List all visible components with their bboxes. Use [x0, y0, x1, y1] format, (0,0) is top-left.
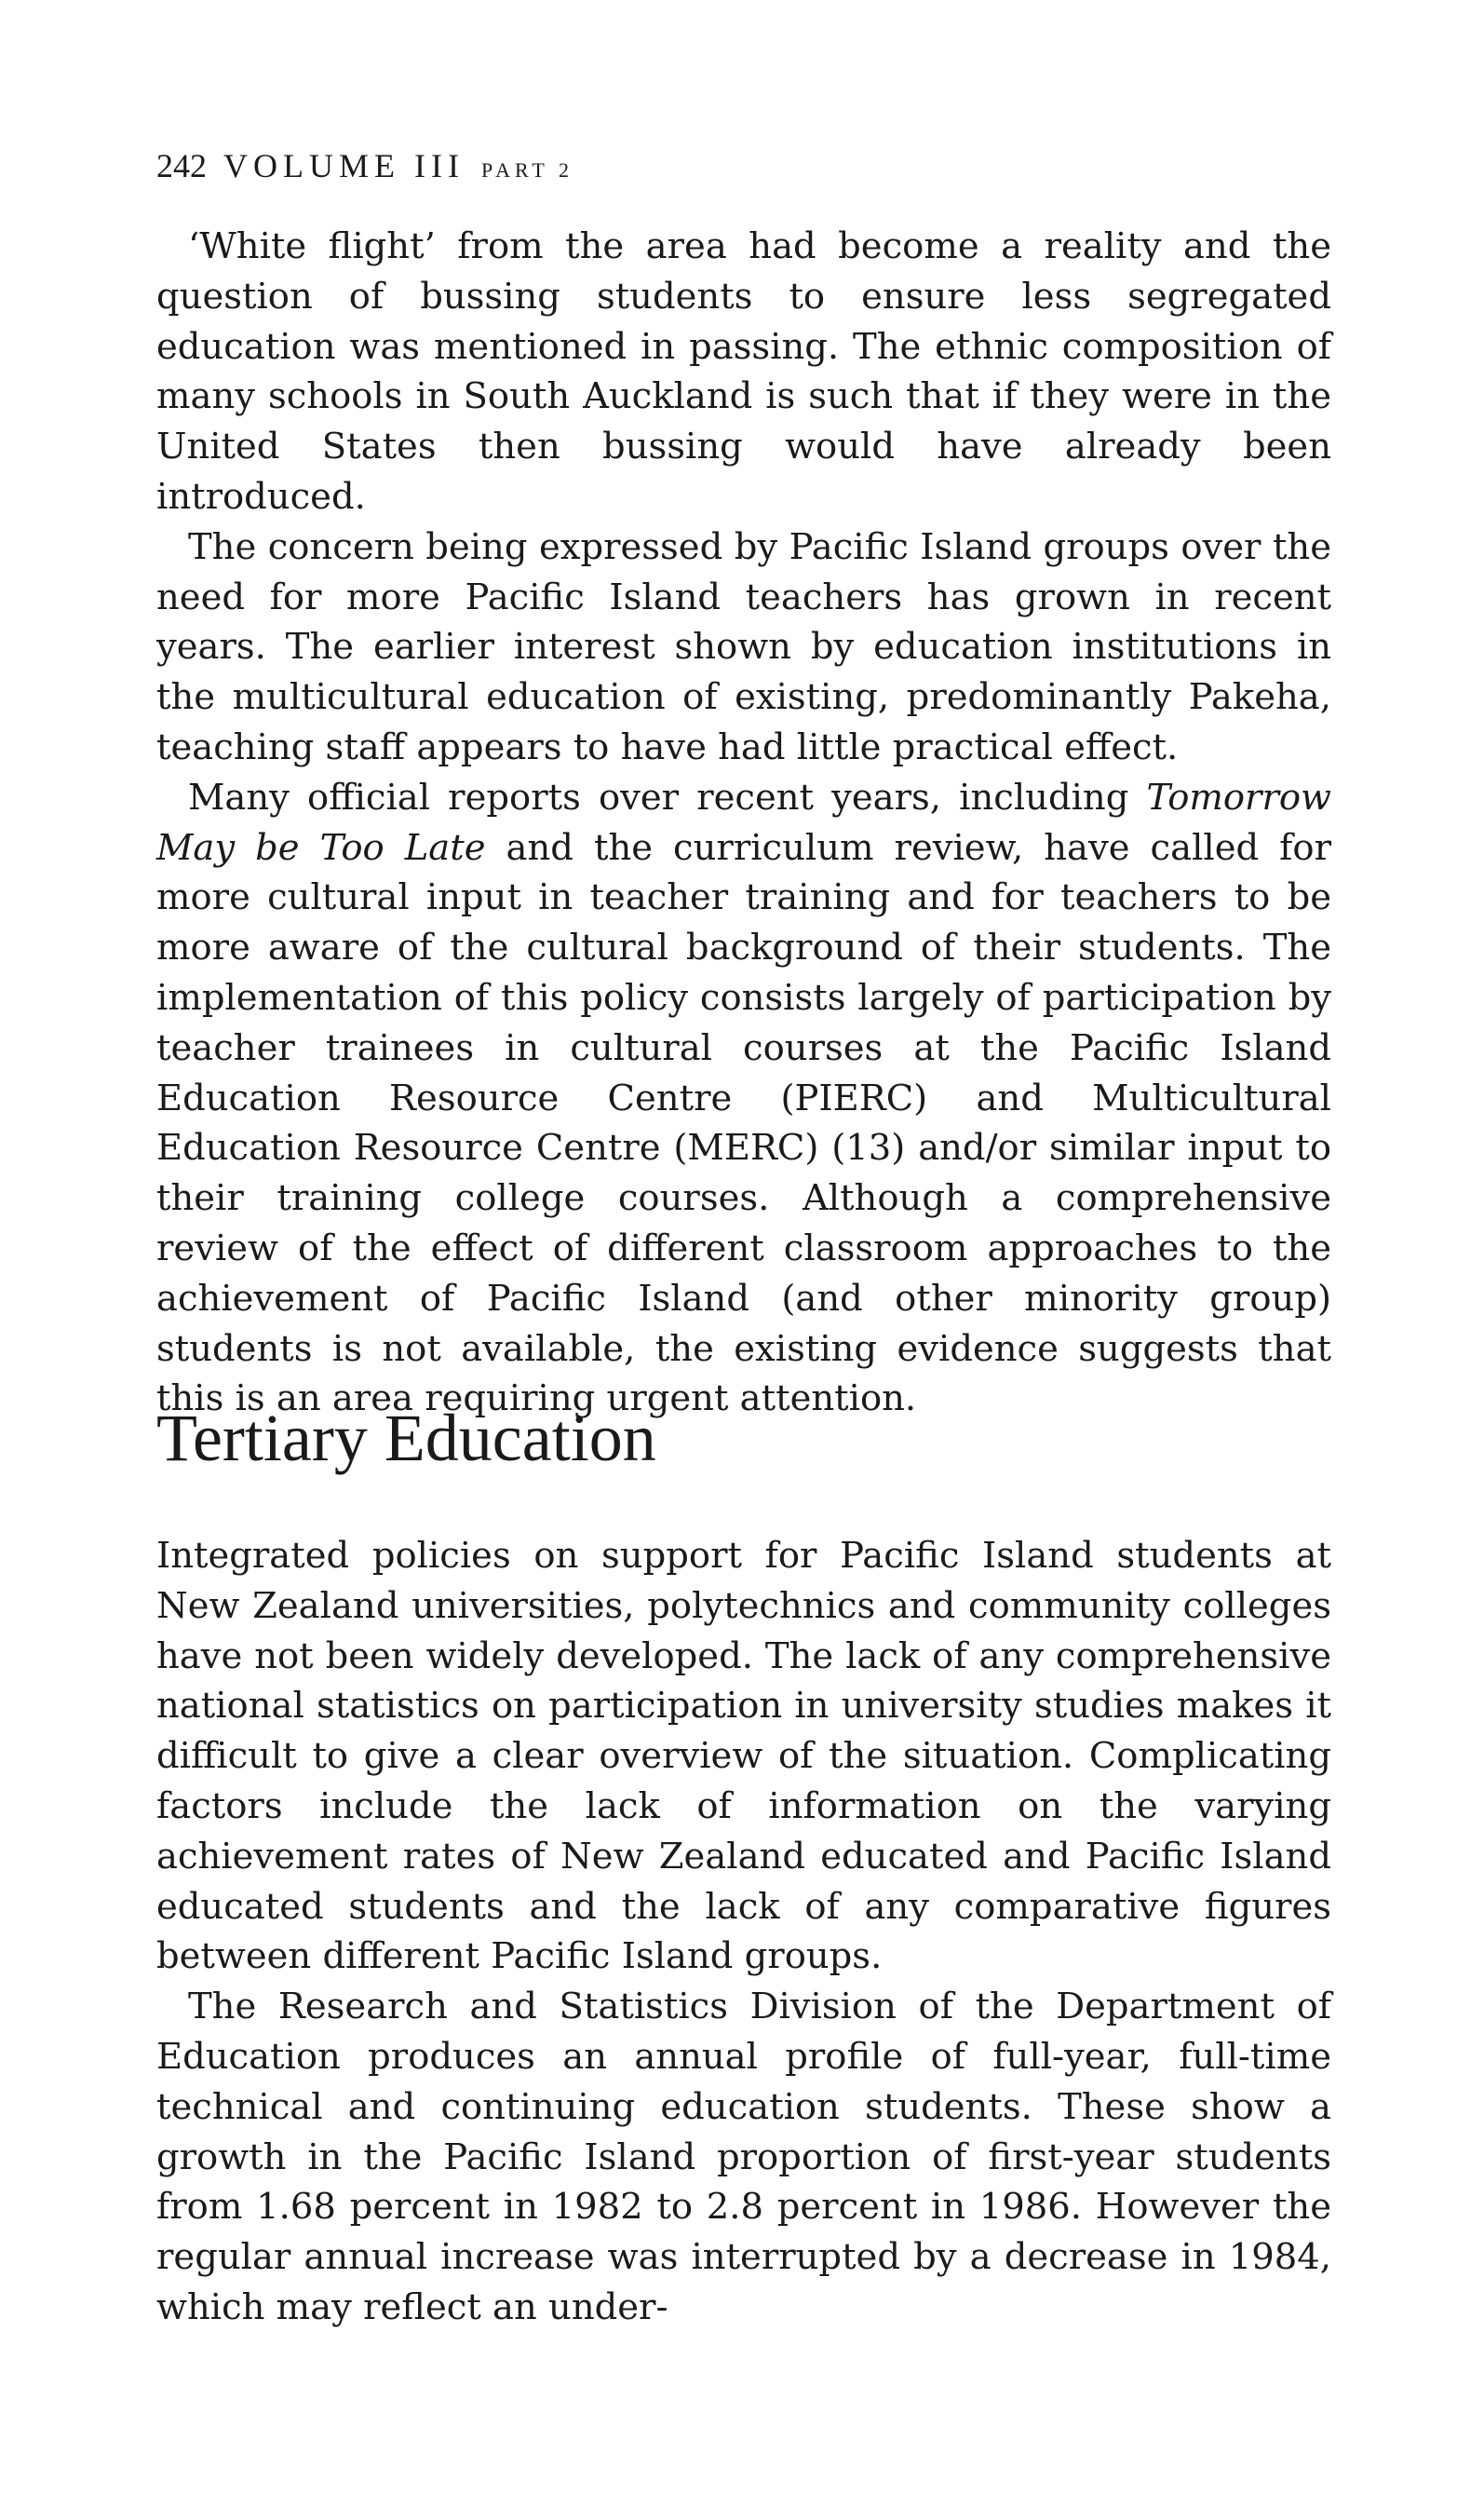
section-heading: Tertiary Education: [156, 1401, 656, 1475]
body-text-section-1: [156, 222, 1331, 1424]
paragraph-text-after-title: and the curriculum review, have called for more cultural input in teacher training and for teachers to be more aware of the cultural background of their students. The implementation of this policy consists largely of participation by teacher trainees in cultural courses at the Pacific Island Education Resource Centre (PIERC) and Multicultural Education Resource Centre (MERC) (13) and/or similar input to their training college courses. Although a comprehensive review of the effect of different classroom approaches to the achievement of Pacific Island (and other minority group) students is not available, the existing evidence suggests that this is an area requiring urgent attention.: [156, 826, 1332, 1420]
part-label: PART 2: [480, 158, 573, 182]
running-head: [156, 149, 573, 183]
body-text-section-2: [156, 1531, 1331, 2333]
paragraph-research-statistics: The Research and Statistics Division of the Department of Education produces an annual profile of full-year, full-time technical and continuing education students. These show a growth in the Pacific Island proportion of first-year students from 1.68 percent in 1982 to 2.8 percent in 1986. However the regular annual increase was interrupted by a decrease in 1984, which may reflect an under-: [156, 1986, 1331, 2328]
paragraph-white-flight: ‘White flight’ from the area had become a reality and the question of bussing students to ensure less segregated education was mentioned in passing. The ethnic composition of many schools in South Auckland is such that if they were in the United States then bussing would have already been introduced.: [156, 225, 1331, 518]
paragraph-official-reports: [156, 773, 1331, 1424]
report-title: Tomorrow May be Too Late: [156, 776, 1331, 869]
volume-label: VOLUME III: [223, 147, 465, 184]
paragraph-pacific-teachers: The concern being expressed by Pacific Island groups over the need for more Pacific Island teachers has grown in recent years. The earlier interest shown by education institutions in the multicultural education of existing, predominantly Pakeha, teaching staff appears to have had little practical effect.: [156, 525, 1331, 768]
page-number: 242: [156, 147, 207, 184]
paragraph-text-before-title: Many official reports over recent years, including: [188, 776, 1147, 819]
paragraph-integrated-policies: Integrated policies on support for Pacific Island students at New Zealand universities, polytechnics and community colleges have not been widely developed. The lack of any comprehensive national statistics on participation in university studies makes it difficult to give a clear overview of the situation. Complicating factors include the lack of information on the varying achievement rates of New Zealand educated and Pacific Island educated students and the lack of any comparative figures between different Pacific Island groups.: [156, 1535, 1331, 1978]
